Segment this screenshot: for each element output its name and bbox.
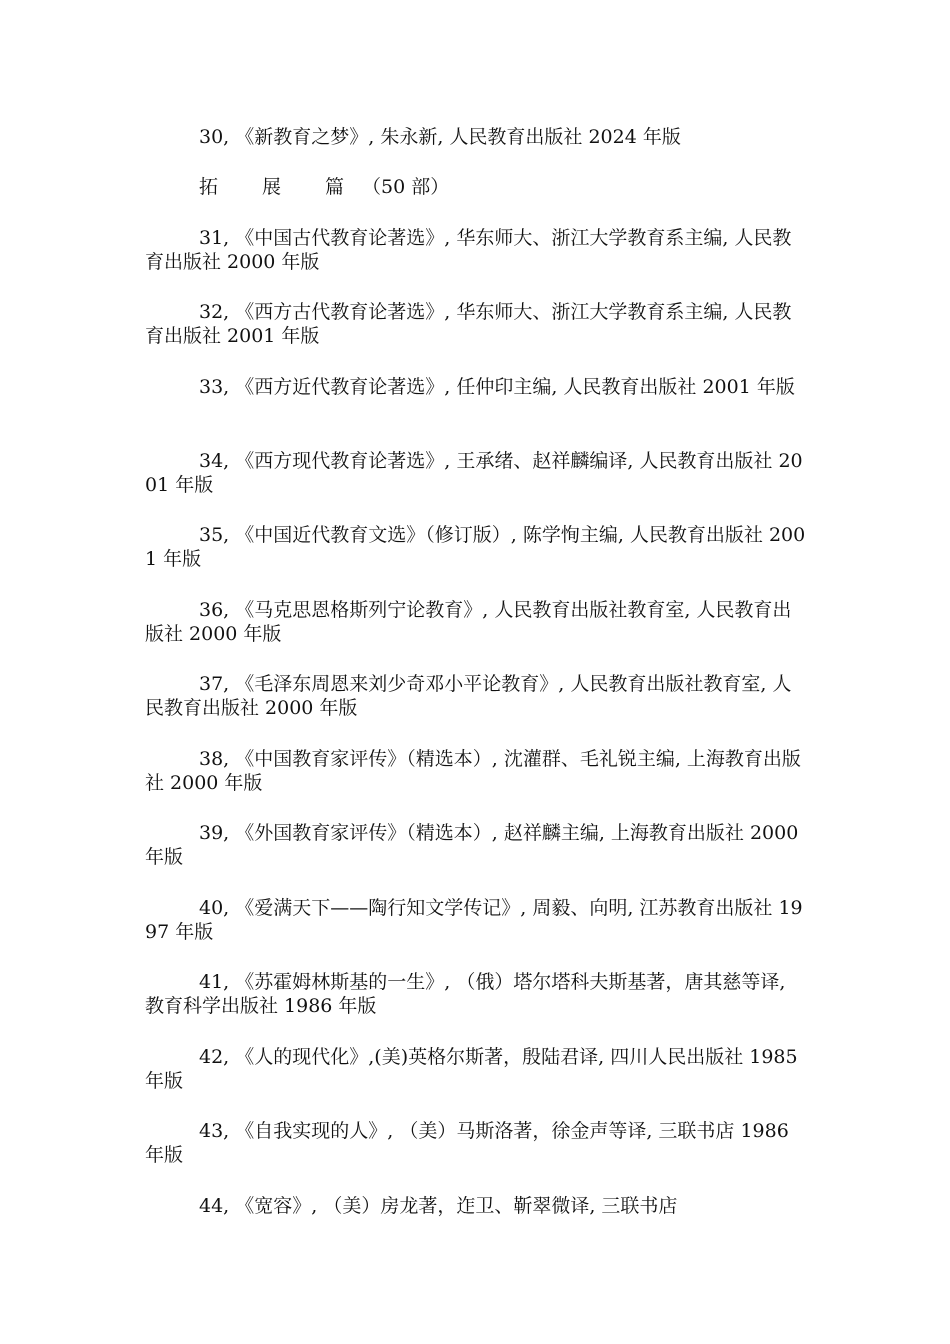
list-item-40: 40, 《爱满天下——陶行知文学传记》, 周毅、向明, 江苏教育出版社 1997 年版: [145, 897, 803, 943]
section-heading-char: 拓: [199, 176, 219, 198]
list-item-38: 38, 《中国教育家评传》（精选本）, 沈灌群、毛礼锐主编, 上海教育出版社 2000 年版: [145, 748, 801, 794]
list-item-39: 39, 《外国教育家评传》（精选本）, 赵祥麟主编, 上海教育出版社 2000 年版: [145, 822, 799, 868]
list-item-37: 37, 《毛泽东周恩来刘少奇邓小平论教育》, 人民教育出版社教育室, 人民教育出版社 2000 年版: [145, 673, 792, 719]
list-item-35: 35, 《中国近代教育文选》（修订版）, 陈学恂主编, 人民教育出版社 2001 年版: [145, 524, 806, 570]
list-item-44: 44, 《宽容》, （美）房龙著，迮卫、靳翠微译, 三联书店: [199, 1195, 678, 1217]
section-heading-char: 展: [262, 176, 282, 198]
list-item-36: 36, 《马克思恩格斯列宁论教育》, 人民教育出版社教育室, 人民教育出版社 2000 年版: [145, 599, 792, 645]
list-item-43: 43, 《自我实现的人》, （美）马斯洛著，徐金声等译, 三联书店 1986 年版: [145, 1120, 789, 1166]
list-item-30: 30, 《新教育之梦》, 朱永新, 人民教育出版社 2024 年版: [199, 126, 681, 148]
section-heading-char: 篇: [325, 176, 345, 198]
list-item-32: 32, 《西方古代教育论著选》, 华东师大、浙江大学教育系主编, 人民教育出版社 2001 年版: [145, 301, 792, 347]
section-count: （50 部）: [362, 176, 450, 198]
list-item-33: 33, 《西方近代教育论著选》, 任仲印主编, 人民教育出版社 2001 年版: [199, 376, 795, 398]
list-item-31: 31, 《中国古代教育论著选》, 华东师大、浙江大学教育系主编, 人民教育出版社 2000 年版: [145, 227, 792, 273]
list-item-41: 41, 《苏霍姆林斯基的一生》, （俄）塔尔塔科夫斯基著，唐其慈等译, 教育科学出版社 1986 年版: [145, 971, 786, 1017]
section-heading-extension: [199, 175, 449, 199]
list-item-42: 42, 《人的现代化》,(美)英格尔斯著，殷陆君译, 四川人民出版社 1985 年版: [145, 1046, 798, 1092]
list-item-34: 34, 《西方现代教育论著选》, 王承绪、赵祥麟编译, 人民教育出版社 2001 年版: [145, 450, 803, 496]
